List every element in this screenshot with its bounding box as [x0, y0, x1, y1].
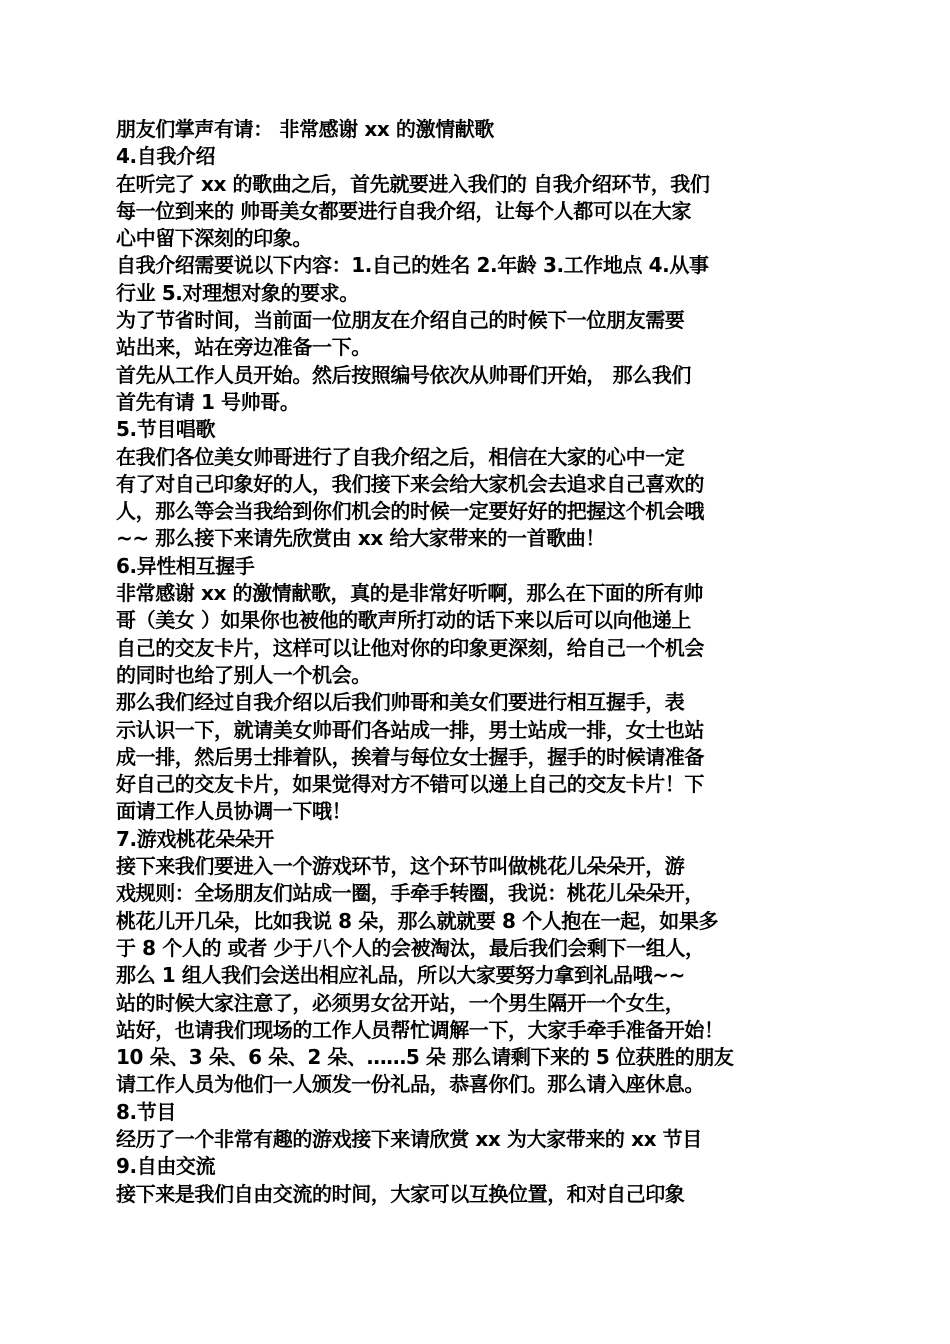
- text-line: 在听完了 xx 的歌曲之后，首先就要进入我们的 自我介绍环节，我们: [116, 171, 710, 196]
- text-line: 站的时候大家注意了，必须男女岔开站，一个男生隔开一个女生，: [116, 990, 685, 1015]
- document-page: [116, 116, 846, 1208]
- section-heading: 9.自由交流: [116, 1154, 216, 1179]
- text-line: 自己的交友卡片，这样可以让他对你的印象更深刻，给自己一个机会: [116, 635, 704, 660]
- text-line: 桃花儿开几朵，比如我说 8 朵，那么就就要 8 个人抱在一起，如果多: [116, 908, 719, 933]
- section-heading: 4.自我介绍: [116, 144, 216, 169]
- text-line: 那么 1 组人我们会送出相应礼品，所以大家要努力拿到礼品哦~~: [116, 963, 685, 988]
- text-line: 心中留下深刻的印象。: [116, 226, 312, 251]
- text-line: 非常感谢 xx 的激情献歌，真的是非常好听啊，那么在下面的所有帅: [116, 581, 703, 606]
- text-line: 站出来，站在旁边准备一下。: [116, 335, 371, 360]
- text-line: 面请工作人员协调一下哦！: [116, 799, 352, 824]
- text-line: 成一排，然后男士排着队，挨着与每位女士握手，握手的时候请准备: [116, 744, 704, 769]
- text-line: ~~ 那么接下来请先欣赏由 xx 给大家带来的一首歌曲！: [116, 526, 606, 551]
- text-line: 的同时也给了别人一个机会。: [116, 662, 371, 687]
- text-line: 站好，也请我们现场的工作人员帮忙调解一下，大家手牵手准备开始！: [116, 1017, 724, 1042]
- text-line: 接下来我们要进入一个游戏环节，这个环节叫做桃花儿朵朵开，游: [116, 854, 685, 879]
- text-line: 在我们各位美女帅哥进行了自我介绍之后，相信在大家的心中一定: [116, 444, 685, 469]
- text-line: 请工作人员为他们一人颁发一份礼品，恭喜你们。那么请入座休息。: [116, 1072, 704, 1097]
- text-line: 于 8 个人的 或者 少于八个人的会被淘汰，最后我们会剩下一组人，: [116, 935, 705, 960]
- section-heading: 6.异性相互握手: [116, 553, 255, 578]
- text-line: 戏规则：全场朋友们站成一圈，手牵手转圈，我说：桃花儿朵朵开，: [116, 881, 704, 906]
- section-heading: 8.节目: [116, 1099, 176, 1124]
- text-line: 每一位到来的 帅哥美女都要进行自我介绍，让每个人都可以在大家: [116, 198, 691, 223]
- text-line: 那么我们经过自我介绍以后我们帅哥和美女们要进行相互握手，表: [116, 690, 685, 715]
- text-line: 10 朵、3 朵、6 朵、2 朵、……5 朵 那么请剩下来的 5 位获胜的朋友: [116, 1045, 734, 1070]
- text-line: 首先有请 1 号帅哥。: [116, 389, 300, 414]
- text-line: 行业 5.对理想对象的要求。: [116, 280, 359, 305]
- text-line: 接下来是我们自由交流的时间，大家可以互换位置，和对自己印象: [116, 1181, 685, 1206]
- text-line: 人，那么等会当我给到你们机会的时候一定要好好的把握这个机会哦: [116, 499, 704, 524]
- text-line: 经历了一个非常有趣的游戏接下来请欣赏 xx 为大家带来的 xx 节目: [116, 1126, 702, 1151]
- section-heading: 5.节目唱歌: [116, 417, 216, 442]
- text-line: 朋友们掌声有请： 非常感谢 xx 的激情献歌: [116, 117, 494, 141]
- text-line: 好自己的交友卡片，如果觉得对方不错可以递上自己的交友卡片！下: [116, 772, 704, 797]
- text-line: 首先从工作人员开始。然后按照编号依次从帅哥们开始， 那么我们: [116, 362, 691, 387]
- text-line: 哥（美女 ）如果你也被他的歌声所打动的话下来以后可以向他递上: [116, 608, 691, 633]
- section-heading: 7.游戏桃花朵朵开: [116, 826, 274, 851]
- text-line: 自我介绍需要说以下内容：1.自己的姓名 2.年龄 3.工作地点 4.从事: [116, 253, 709, 278]
- text-line: 有了对自己印象好的人，我们接下来会给大家机会去追求自己喜欢的: [116, 471, 704, 496]
- text-line: 示认识一下，就请美女帅哥们各站成一排，男士站成一排，女士也站: [116, 717, 704, 742]
- text-line: 为了节省时间，当前面一位朋友在介绍自己的时候下一位朋友需要: [116, 308, 685, 333]
